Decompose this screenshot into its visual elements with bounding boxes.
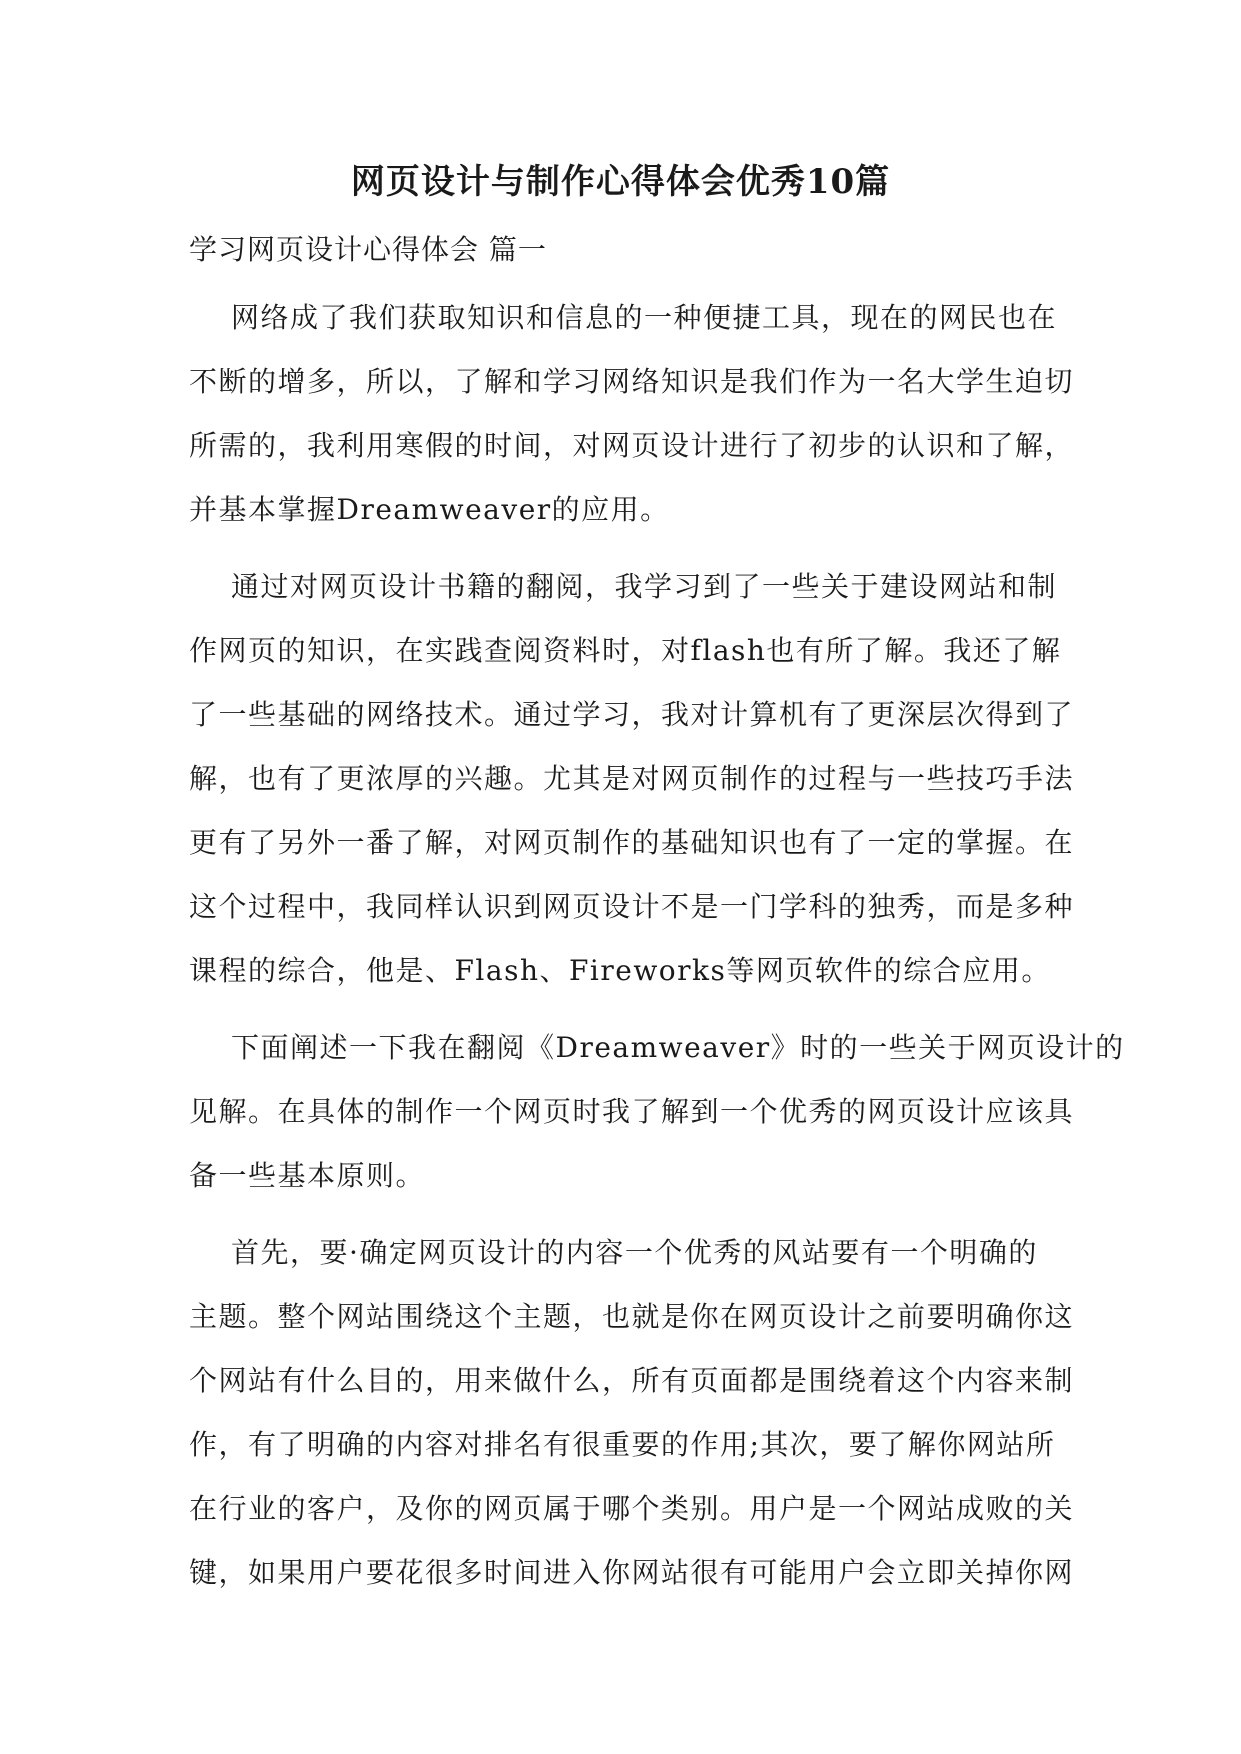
document-body [189,286,1125,1618]
text-line: 不断的增多，所以，了解和学习网络知识是我们作为一名大学生迫切 [189,365,1075,398]
text-line: 并基本掌握Dreamweaver的应用。 [189,493,670,526]
text-line: 见解。在具体的制作一个网页时我了解到一个优秀的网页设计应该具 [189,1095,1075,1128]
paragraph [189,1016,1125,1208]
section-heading: 学习网页设计心得体会 篇一 [189,233,547,266]
text-line: 了一些基础的网络技术。通过学习，我对计算机有了更深层次得到了 [189,698,1075,731]
text-line: 课程的综合，他是、Flash、Fireworks等网页软件的综合应用。 [189,954,1051,987]
text-line: 更有了另外一番了解，对网页制作的基础知识也有了一定的掌握。在 [189,826,1075,859]
paragraph [189,1221,1075,1605]
text-line: 下面阐述一下我在翻阅《Dreamweaver》时的一些关于网页设计的 [231,1031,1125,1064]
text-line: 在行业的客户，及你的网页属于哪个类别。用户是一个网站成败的关 [189,1492,1075,1525]
text-line: 通过对网页设计书籍的翻阅，我学习到了一些关于建设网站和制 [231,570,1058,603]
text-line: 首先，要·确定网页设计的内容一个优秀的风站要有一个明确的 [231,1236,1038,1269]
text-line: 作网页的知识，在实践查阅资料时，对flash也有所了解。我还了解 [189,634,1062,667]
text-line: 键，如果用户要花很多时间进入你网站很有可能用户会立即关掉你网 [189,1556,1075,1589]
text-line: 这个过程中，我同样认识到网页设计不是一门学科的独秀，而是多种 [189,890,1075,923]
paragraph [189,555,1075,1003]
document-title: 网页设计与制作心得体会优秀10篇 [350,162,891,202]
text-line: 作，有了明确的内容对排名有很重要的作用;其次，要了解你网站所 [189,1428,1056,1461]
text-line: 解，也有了更浓厚的兴趣。尤其是对网页制作的过程与一些技巧手法 [189,762,1075,795]
text-line: 个网站有什么目的，用来做什么，所有页面都是围绕着这个内容来制 [189,1364,1075,1397]
text-line: 主题。整个网站围绕这个主题，也就是你在网页设计之前要明确你这 [189,1300,1075,1333]
text-line: 备一些基本原则。 [189,1159,426,1192]
text-line: 所需的，我利用寒假的时间，对网页设计进行了初步的认识和了解， [189,429,1075,462]
text-line: 网络成了我们获取知识和信息的一种便捷工具，现在的网民也在 [231,301,1058,334]
paragraph [189,286,1075,542]
